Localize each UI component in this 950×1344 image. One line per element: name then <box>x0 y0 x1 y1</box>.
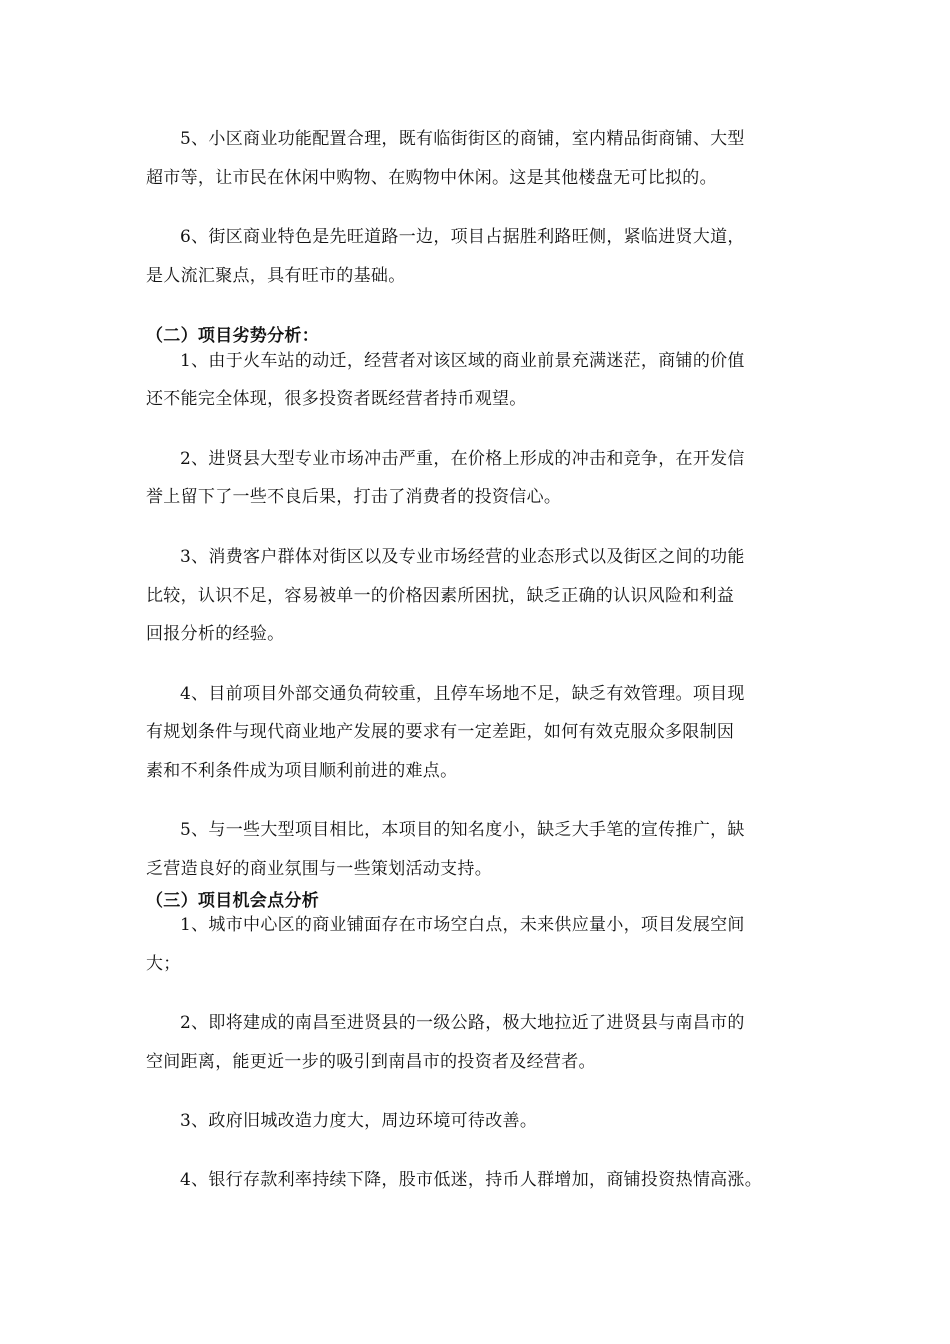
section-heading-opportunities: （三）项目机会点分析 <box>146 891 319 911</box>
paragraph-line: 3、消费客户群体对街区以及专业市场经营的业态形式以及街区之间的功能 <box>180 547 745 567</box>
paragraph-line: 1、由于火车站的动迁，经营者对该区域的商业前景充满迷茫，商铺的价值 <box>180 351 745 371</box>
paragraph-line: 2、即将建成的南昌至进贤县的一级公路，极大地拉近了进贤县与南昌市的 <box>180 1013 745 1033</box>
paragraph-line: 素和不利条件成为项目顺利前进的难点。 <box>146 761 458 781</box>
paragraph-line: 4、目前项目外部交通负荷较重，且停车场地不足，缺乏有效管理。项目现 <box>180 684 745 704</box>
paragraph-line: 超市等，让市民在休闲中购物、在购物中休闲。这是其他楼盘无可比拟的。 <box>146 168 717 188</box>
paragraph-line: 4、银行存款利率持续下降，股市低迷，持币人群增加，商铺投资热情高涨。 <box>180 1170 763 1190</box>
paragraph-line: 乏营造良好的商业氛围与一些策划活动支持。 <box>146 859 492 879</box>
paragraph-line: 有规划条件与现代商业地产发展的要求有一定差距，如何有效克服众多限制因 <box>146 722 735 742</box>
paragraph-line: 比较，认识不足，容易被单一的价格因素所困扰，缺乏正确的认识风险和利益 <box>146 586 735 606</box>
paragraph-line: 誉上留下了一些不良后果，打击了消费者的投资信心。 <box>146 487 562 507</box>
paragraph-line: 5、与一些大型项目相比，本项目的知名度小，缺乏大手笔的宣传推广，缺 <box>180 820 745 840</box>
paragraph-line: 回报分析的经验。 <box>146 624 285 644</box>
section-heading-disadvantages: （二）项目劣势分析： <box>146 326 319 346</box>
paragraph-line: 1、城市中心区的商业铺面存在市场空白点，未来供应量小，项目发展空间 <box>180 915 745 935</box>
paragraph-line: 还不能完全体现，很多投资者既经营者持币观望。 <box>146 389 527 409</box>
paragraph-line: 是人流汇聚点，具有旺市的基础。 <box>146 266 406 286</box>
paragraph-line: 大； <box>146 954 181 974</box>
paragraph-line: 空间距离，能更近一步的吸引到南昌市的投资者及经营者。 <box>146 1052 596 1072</box>
paragraph-line: 5、小区商业功能配置合理，既有临街街区的商铺，室内精品街商铺、大型 <box>180 129 745 149</box>
paragraph-line: 2、进贤县大型专业市场冲击严重，在价格上形成的冲击和竞争，在开发信 <box>180 449 745 469</box>
paragraph-line: 6、街区商业特色是先旺道路一边，项目占据胜利路旺侧，紧临进贤大道， <box>180 227 745 247</box>
paragraph-line: 3、政府旧城改造力度大，周边环境可待改善。 <box>180 1111 538 1131</box>
